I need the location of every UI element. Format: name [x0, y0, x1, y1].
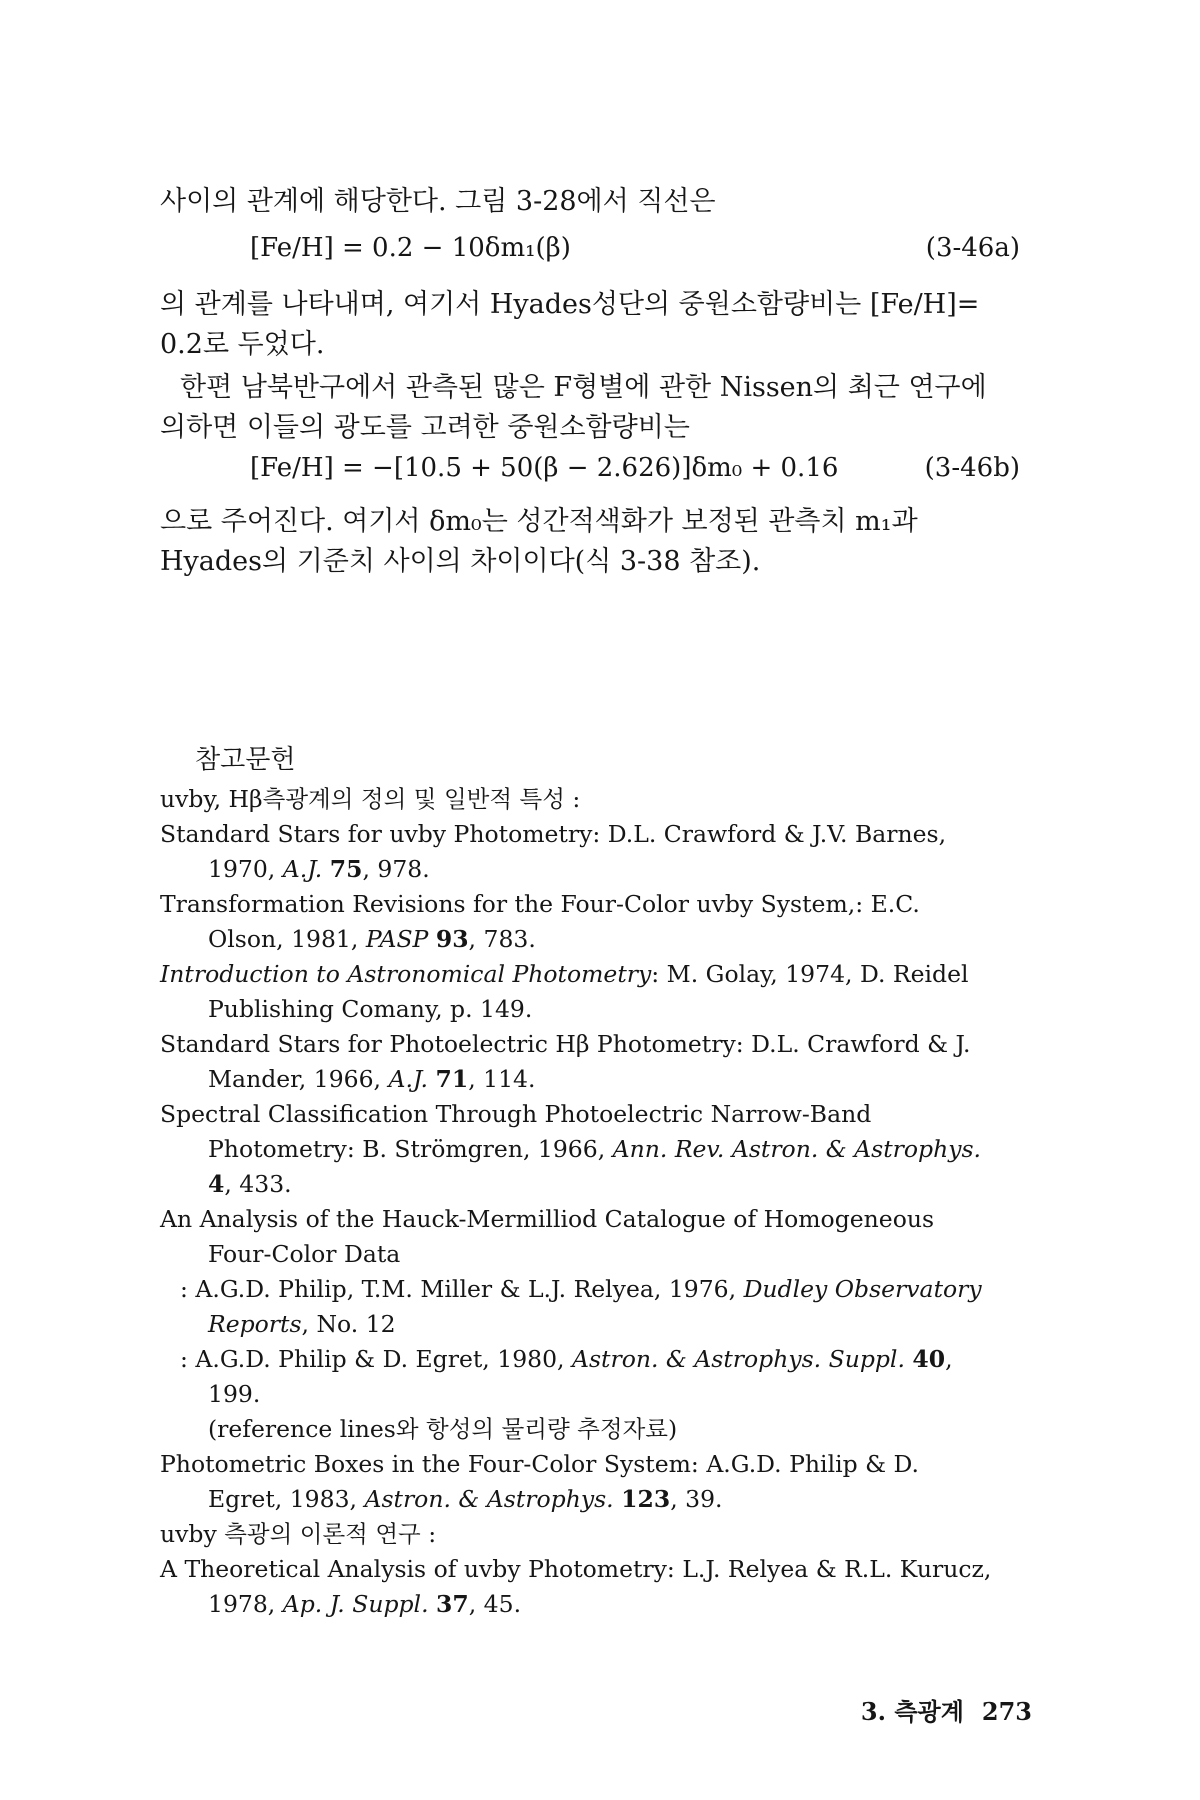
page-number: 273 — [981, 1697, 1032, 1726]
equation-3-46a — [160, 228, 1020, 268]
equation-expression: [Fe/H] = 0.2 − 10δm₁(β) — [250, 233, 571, 263]
reference-entry: Standard Stars for uvby Photometry: D.L. Crawford & J.V. Barnes, 1970, A.J. 75, 978. — [160, 820, 947, 883]
body-paragraph: 으로 주어진다. 여기서 δm₀는 성간적색화가 보정된 관측치 m₁과 Hyades의 기준치 사이의 차이이다(식 3-38 참조). — [160, 506, 918, 577]
reference-note: (reference lines와 항성의 물리량 추정자료) — [208, 1415, 678, 1443]
equation-expression: [Fe/H] = −[10.5 + 50(β − 2.626)]δm₀ + 0.16 — [250, 453, 839, 483]
running-footer-section: 3. 측광계 — [860, 1697, 964, 1726]
reference-entry: Photometric Boxes in the Four-Color System: A.G.D. Philip & D. Egret, 1983, Astron. & Astrophys. 123, 39. — [160, 1450, 919, 1513]
reference-entry: Standard Stars for Photoelectric Hβ Photometry: D.L. Crawford & J. Mander, 1966, A.J. 71, 114. — [160, 1030, 971, 1093]
body-paragraph: 의 관계를 나타내며, 여기서 Hyades성단의 중원소함량비는 [Fe/H]= 0.2로 두었다. — [160, 289, 980, 360]
equation-number: (3-46a) — [925, 233, 1020, 263]
reference-entry: Transformation Revisions for the Four-Color uvby System,: E.C. Olson, 1981, PASP 93, 783. — [160, 890, 920, 953]
equation-3-46b — [160, 448, 1020, 488]
reference-entry: A Theoretical Analysis of uvby Photometry: L.J. Relyea & R.L. Kurucz, 1978, Ap. J. Suppl. 37, 45. — [160, 1555, 992, 1618]
page-footer — [861, 1692, 1032, 1727]
reference-group-heading: uvby 측광의 이론적 연구 : — [160, 1520, 437, 1548]
reference-group-heading: uvby, Hβ측광계의 정의 및 일반적 특성 : — [160, 785, 581, 813]
reference-entry: Spectral Classification Through Photoelectric Narrow-Band Photometry: B. Strömgren, 1966, Ann. Rev. Astron. & Astrophys. 4, 433. — [160, 1100, 982, 1198]
reference-sub-entry: : A.G.D. Philip, T.M. Miller & L.J. Relyea, 1976, Dudley Observatory Reports, No. 12 — [180, 1275, 982, 1338]
references-heading: 참고문헌 — [195, 745, 296, 775]
references-list — [160, 782, 1000, 1622]
reference-sub-entry: : A.G.D. Philip & D. Egret, 1980, Astron. & Astrophys. Suppl. 40, 199. — [180, 1345, 953, 1408]
equation-number: (3-46b) — [924, 453, 1020, 483]
reference-entry: Introduction to Astronomical Photometry: M. Golay, 1974, D. Reidel Publishing Comany, p. 149. — [160, 960, 969, 1023]
body-paragraph: 사이의 관계에 해당한다. 그림 3-28에서 직선은 — [160, 186, 716, 217]
body-paragraph: 한편 남북반구에서 관측된 많은 F형별에 관한 Nissen의 최근 연구에 의하면 이들의 광도를 고려한 중원소함량비는 — [160, 372, 987, 443]
reference-entry: An Analysis of the Hauck-Mermilliod Catalogue of Homogeneous Four-Color Data — [160, 1205, 935, 1268]
